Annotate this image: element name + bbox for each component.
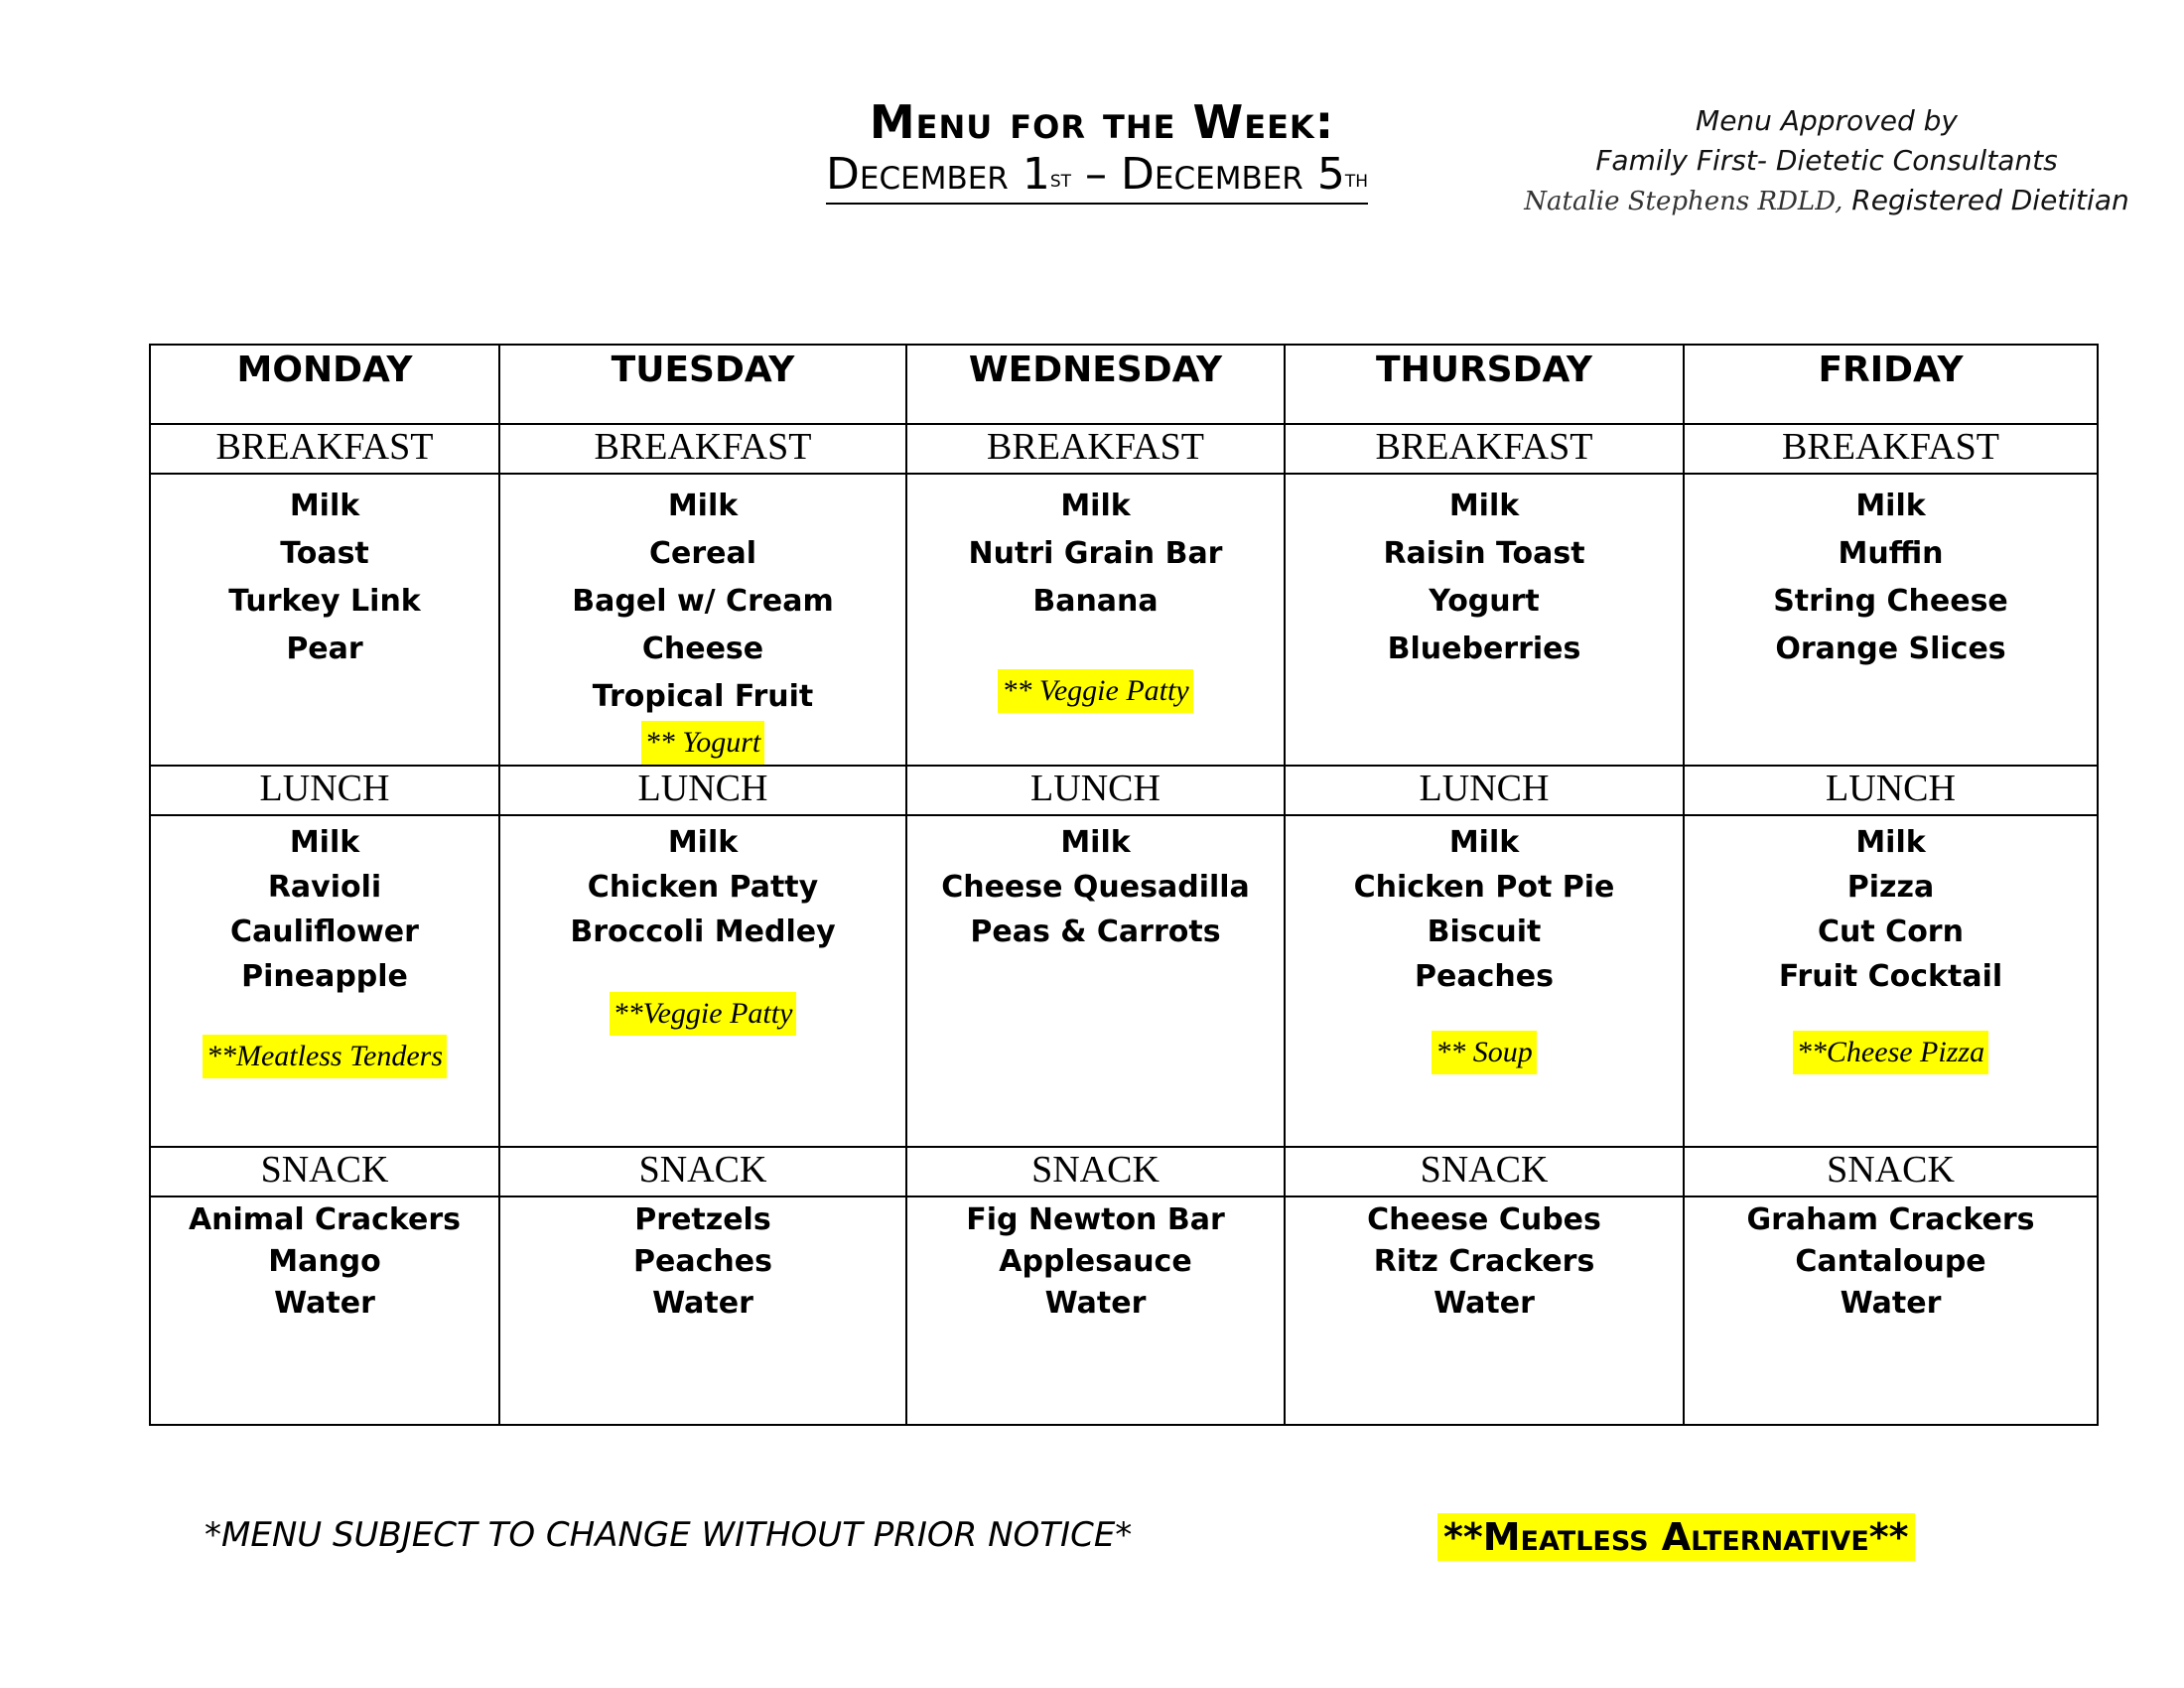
menu-item: Milk bbox=[667, 489, 739, 523]
menu-item: Animal Crackers bbox=[188, 1202, 462, 1237]
menu-item: Milk bbox=[1060, 825, 1131, 860]
lunch-cell-thursday bbox=[1285, 815, 1684, 1147]
menu-item: Cauliflower bbox=[230, 914, 419, 949]
meal-label-breakfast: BREAKFAST bbox=[499, 424, 906, 474]
meal-label-lunch: LUNCH bbox=[150, 766, 499, 815]
breakfast-cell-wednesday bbox=[906, 474, 1285, 766]
menu-item: String Cheese bbox=[1773, 584, 2008, 619]
meatless-alternative: ** Veggie Patty bbox=[998, 669, 1192, 713]
approval-line: Menu Approved by bbox=[1696, 104, 1958, 137]
menu-item: Peas & Carrots bbox=[970, 914, 1221, 949]
meal-label-lunch: LUNCH bbox=[906, 766, 1285, 815]
meal-label-breakfast: BREAKFAST bbox=[1285, 424, 1684, 474]
menu-item: Chicken Patty bbox=[587, 870, 819, 905]
menu-item: Pizza bbox=[1846, 870, 1935, 905]
dietitian-role: Registered Dietitian bbox=[1851, 184, 2129, 216]
menu-item: Milk bbox=[1060, 489, 1131, 523]
snack-cell-monday bbox=[150, 1196, 499, 1425]
snack-cell-friday bbox=[1684, 1196, 2098, 1425]
menu-item: Ritz Crackers bbox=[1373, 1244, 1595, 1279]
date-separator: – bbox=[1071, 149, 1121, 200]
menu-item: Cheese Quesadilla bbox=[941, 870, 1250, 905]
dietitian-line bbox=[1519, 181, 2134, 221]
menu-item: Cereal bbox=[648, 536, 757, 571]
menu-item: Pear bbox=[286, 632, 363, 666]
menu-item: Raisin Toast bbox=[1383, 536, 1585, 571]
meal-label-breakfast: BREAKFAST bbox=[1684, 424, 2098, 474]
lunch-cell-wednesday bbox=[906, 815, 1285, 1147]
meatless-alternative-legend: **Meatless Alternative** bbox=[1437, 1513, 1915, 1561]
breakfast-cell-friday bbox=[1684, 474, 2098, 766]
menu-item: Milk bbox=[1448, 825, 1520, 860]
menu-item: Water bbox=[1433, 1286, 1535, 1321]
menu-item: Peaches bbox=[633, 1244, 772, 1279]
menu-item: Water bbox=[1840, 1286, 1942, 1321]
breakfast-cell-monday bbox=[150, 474, 499, 766]
date-end-suffix: th bbox=[1344, 165, 1368, 193]
meal-label-lunch: LUNCH bbox=[1684, 766, 2098, 815]
meatless-alternative: **Veggie Patty bbox=[610, 992, 797, 1036]
approval-block bbox=[1519, 101, 2134, 221]
menu-item: Pineapple bbox=[241, 959, 408, 994]
menu-item: Milk bbox=[289, 489, 360, 523]
snack-cell-wednesday bbox=[906, 1196, 1285, 1425]
day-header-tuesday: TUESDAY bbox=[499, 345, 906, 424]
menu-item: Milk bbox=[1855, 489, 1926, 523]
menu-item: Water bbox=[652, 1286, 753, 1321]
meal-label-snack: SNACK bbox=[1285, 1147, 1684, 1196]
menu-item: Graham Crackers bbox=[1746, 1202, 2035, 1237]
lunch-cell-monday bbox=[150, 815, 499, 1147]
menu-item: Peaches bbox=[1415, 959, 1554, 994]
date-start: December 1 bbox=[826, 149, 1050, 200]
menu-item: Banana bbox=[1032, 584, 1159, 619]
meal-label-snack: SNACK bbox=[499, 1147, 906, 1196]
lunch-items-row bbox=[150, 815, 2098, 1147]
day-header-wednesday: WEDNESDAY bbox=[906, 345, 1285, 424]
menu-item: Yogurt bbox=[1429, 584, 1540, 619]
menu-item: Pretzels bbox=[634, 1202, 771, 1237]
breakfast-label-row bbox=[150, 424, 2098, 474]
breakfast-cell-thursday bbox=[1285, 474, 1684, 766]
menu-item: Ravioli bbox=[267, 870, 382, 905]
meatless-alternative: **Cheese Pizza bbox=[1793, 1031, 1988, 1074]
menu-item: Blueberries bbox=[1387, 632, 1581, 666]
menu-item: Milk bbox=[1448, 489, 1520, 523]
menu-item: Milk bbox=[667, 825, 739, 860]
meatless-alternative: ** Yogurt bbox=[641, 721, 764, 765]
meal-label-breakfast: BREAKFAST bbox=[906, 424, 1285, 474]
day-header-row bbox=[150, 345, 2098, 424]
dietitian-signature: Natalie Stephens RDLD, bbox=[1524, 187, 1843, 216]
lunch-cell-tuesday bbox=[499, 815, 906, 1147]
snack-items-row bbox=[150, 1196, 2098, 1425]
menu-item: Biscuit bbox=[1427, 914, 1542, 949]
meal-label-snack: SNACK bbox=[906, 1147, 1285, 1196]
menu-item: Applesauce bbox=[999, 1244, 1192, 1279]
meal-label-lunch: LUNCH bbox=[499, 766, 906, 815]
menu-item: Orange Slices bbox=[1775, 632, 2006, 666]
meal-label-breakfast: BREAKFAST bbox=[150, 424, 499, 474]
weekly-menu-table bbox=[149, 344, 2099, 1426]
menu-item: Turkey Link bbox=[228, 584, 421, 619]
menu-item: Fruit Cocktail bbox=[1778, 959, 2003, 994]
menu-item: Milk bbox=[1855, 825, 1926, 860]
menu-change-notice: *MENU SUBJECT TO CHANGE WITHOUT PRIOR NOTICE* bbox=[205, 1515, 1133, 1555]
breakfast-items-row bbox=[150, 474, 2098, 766]
lunch-label-row bbox=[150, 766, 2098, 815]
day-header-monday: MONDAY bbox=[150, 345, 499, 424]
date-end: December 5 bbox=[1121, 149, 1345, 200]
menu-item: Fig Newton Bar bbox=[966, 1202, 1225, 1237]
meal-label-snack: SNACK bbox=[150, 1147, 499, 1196]
snack-cell-tuesday bbox=[499, 1196, 906, 1425]
menu-item: Cheese Cubes bbox=[1367, 1202, 1601, 1237]
menu-item: Milk bbox=[289, 825, 360, 860]
day-header-thursday: THURSDAY bbox=[1285, 345, 1684, 424]
meal-label-lunch: LUNCH bbox=[1285, 766, 1684, 815]
date-start-suffix: st bbox=[1049, 165, 1072, 193]
menu-item: Mango bbox=[268, 1244, 381, 1279]
breakfast-cell-tuesday bbox=[499, 474, 906, 766]
menu-item: Tropical Fruit bbox=[592, 679, 814, 714]
consultant-name: Family First- Dietetic Consultants bbox=[1595, 144, 2058, 177]
menu-item: Water bbox=[1044, 1286, 1147, 1321]
menu-item: Broccoli Medley bbox=[570, 914, 836, 949]
lunch-cell-friday bbox=[1684, 815, 2098, 1147]
menu-item: Cheese bbox=[641, 632, 764, 666]
meatless-alternative: **Meatless Tenders bbox=[203, 1035, 447, 1078]
menu-item: Water bbox=[274, 1286, 375, 1321]
meatless-alternative: ** Soup bbox=[1432, 1031, 1537, 1074]
menu-title: Menu for the Week: bbox=[869, 95, 1335, 149]
menu-item: Muffin bbox=[1838, 536, 1944, 571]
meal-label-snack: SNACK bbox=[1684, 1147, 2098, 1196]
menu-item: Chicken Pot Pie bbox=[1353, 870, 1615, 905]
day-header-friday: FRIDAY bbox=[1684, 345, 2098, 424]
menu-item: Cantaloupe bbox=[1795, 1244, 1986, 1279]
menu-title-block bbox=[695, 95, 1509, 205]
menu-item: Bagel w/ Cream bbox=[572, 584, 834, 619]
menu-item: Toast bbox=[280, 536, 369, 571]
snack-label-row bbox=[150, 1147, 2098, 1196]
menu-item: Cut Corn bbox=[1818, 914, 1964, 949]
date-range bbox=[826, 149, 1368, 205]
menu-item: Nutri Grain Bar bbox=[968, 536, 1223, 571]
snack-cell-thursday bbox=[1285, 1196, 1684, 1425]
